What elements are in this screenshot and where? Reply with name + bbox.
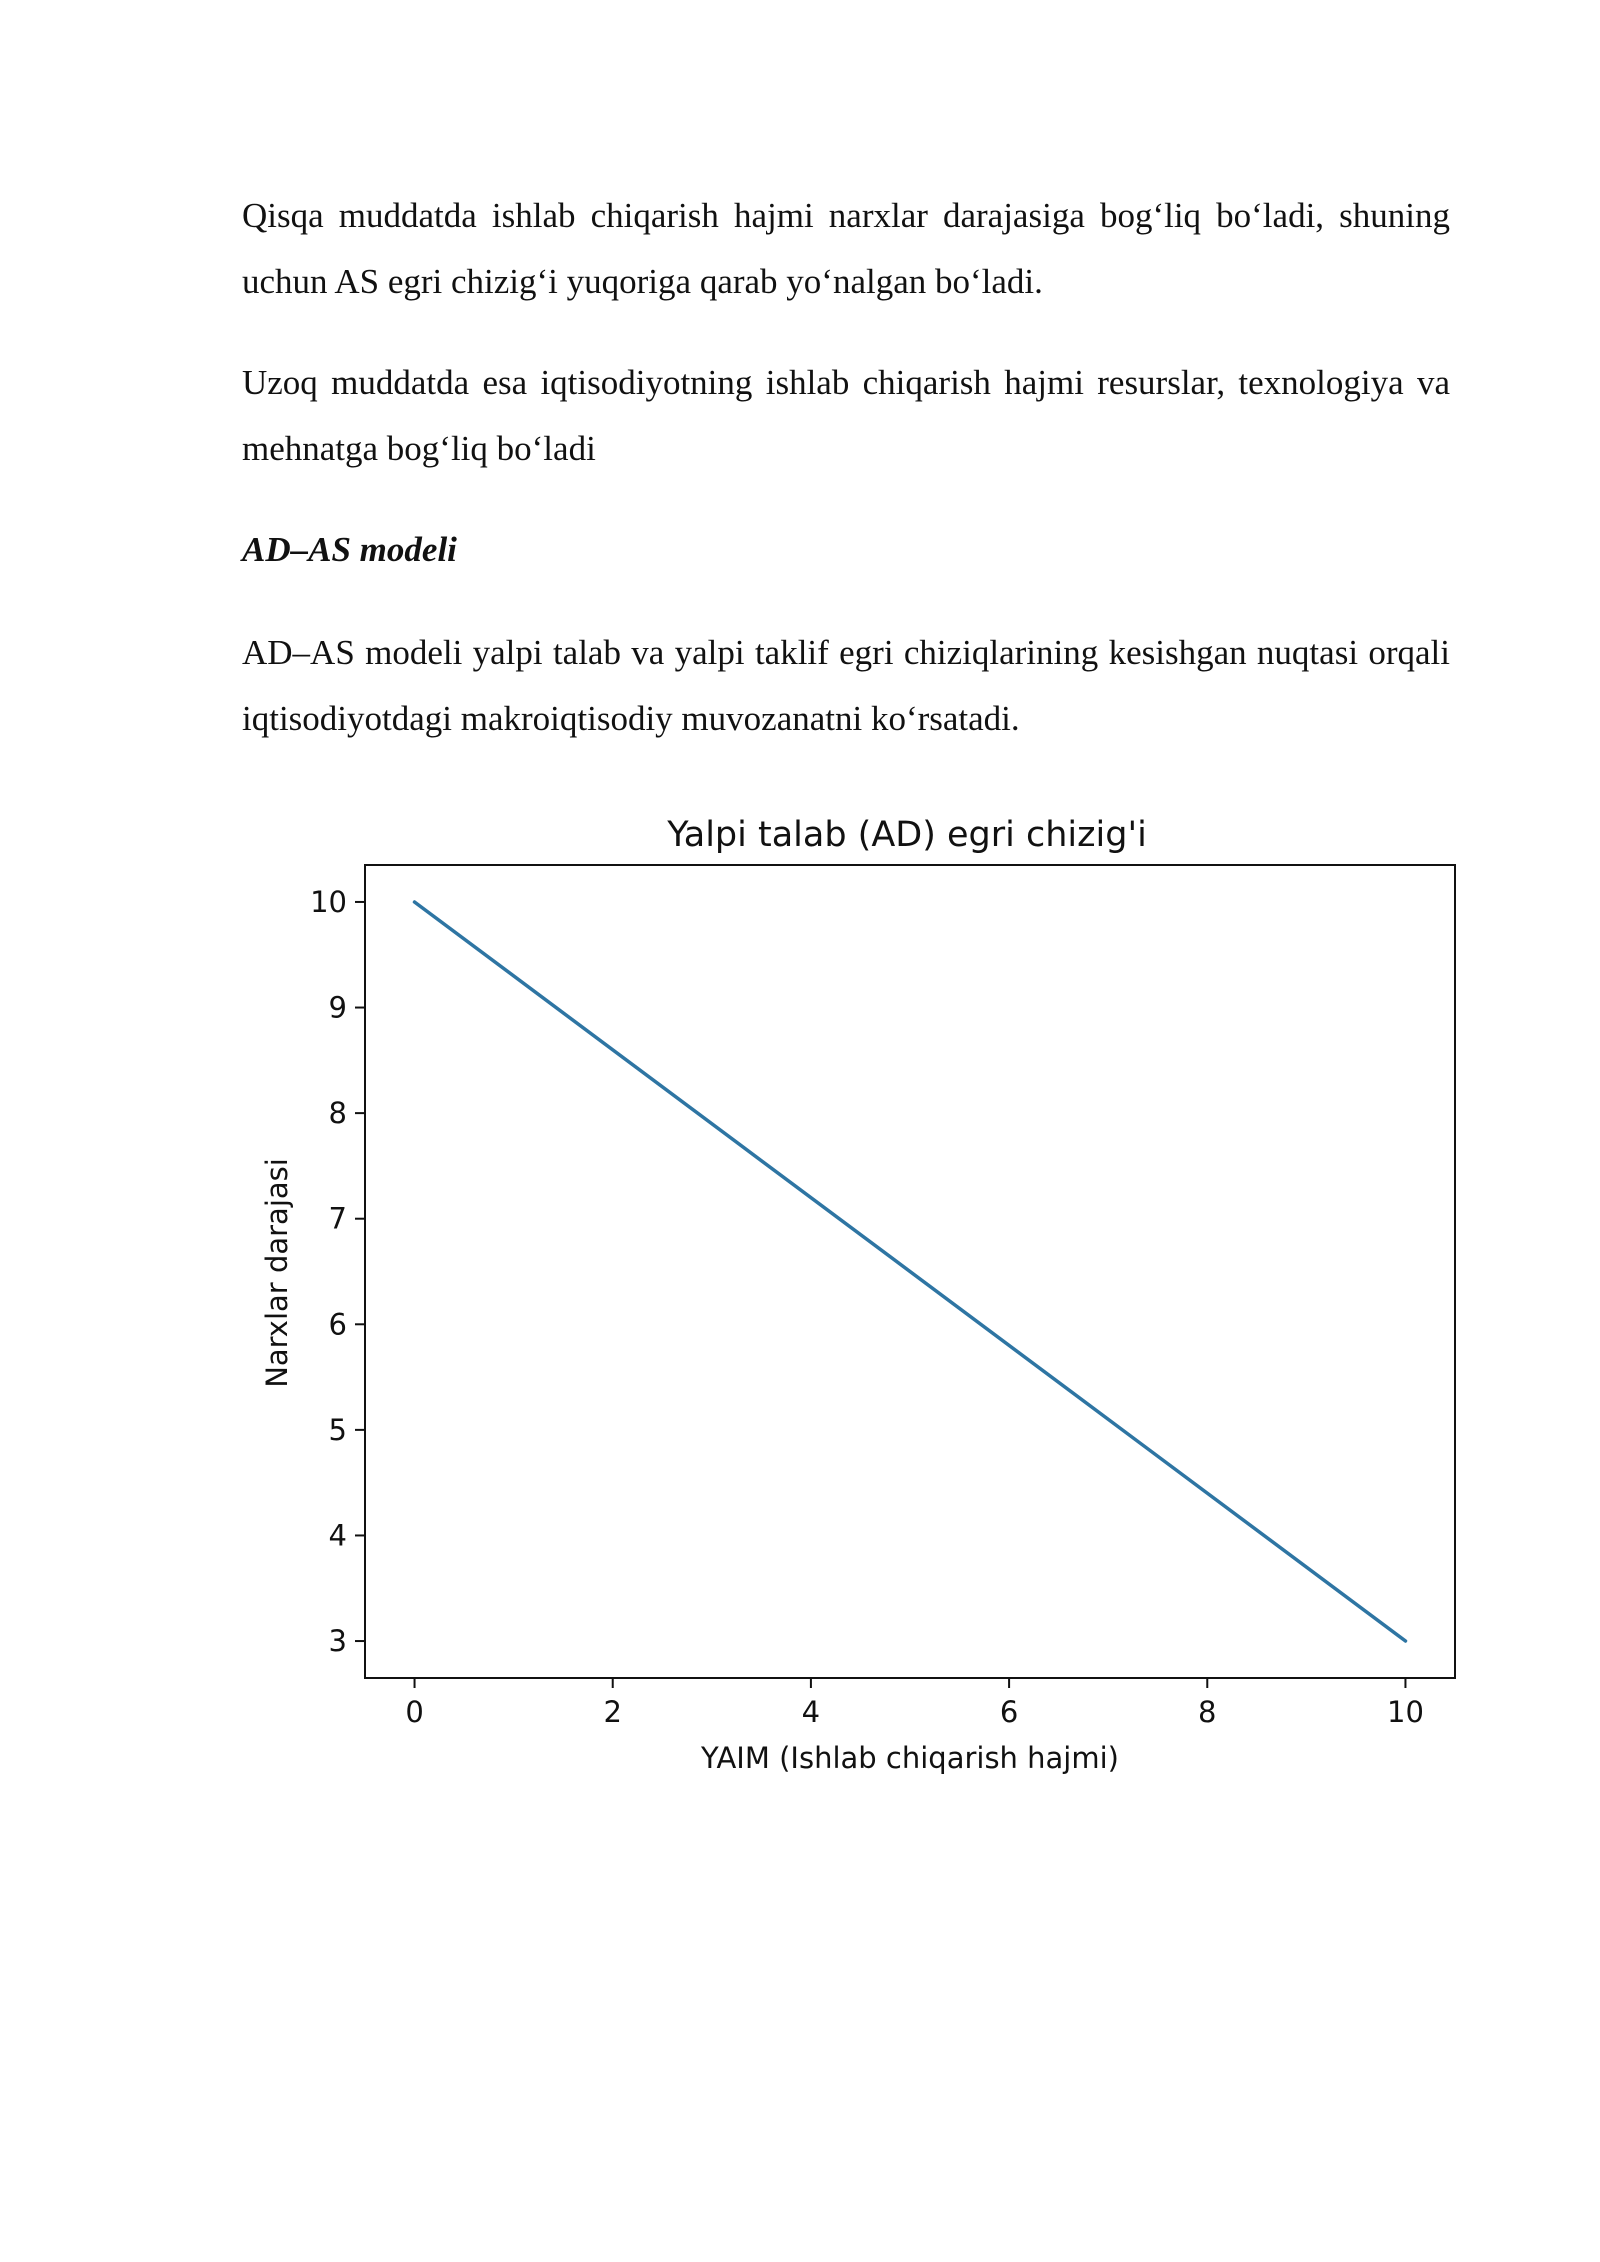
paragraph-long-run: Uzoq muddatda esa iqtisodiyotning ishlab chiqarish hajmi resurslar, texnologiya va mehnatga bog‘liq bo‘ladi [242,363,1450,468]
x-axis-label: YAIM (Ishlab chiqarish hajmi) [701,1741,1119,1775]
y-tick-label: 3 [328,1624,347,1659]
x-tick-label: 2 [603,1695,622,1729]
x-tick-label: 10 [1387,1695,1424,1729]
chart-title: Yalpi talab (AD) egri chizig'i [667,815,1147,855]
x-tick-label: 4 [801,1695,821,1729]
y-tick-label: 9 [328,990,347,1025]
y-tick-label: 7 [328,1201,347,1236]
y-tick-label: 4 [328,1518,347,1553]
chart-svg [240,800,1480,1790]
y-tick-label: 5 [328,1412,347,1447]
x-tick-label: 8 [1198,1695,1217,1729]
y-axis [310,885,365,1658]
ad-curve-chart [240,800,1480,1790]
plot-area [415,902,1406,1641]
y-axis-label: Narxlar darajasi [260,1158,294,1388]
paragraph-ad-as-model: AD–AS modeli yalpi talab va yalpi taklif egri chiziqlarining kesishgan nuqtasi orqali iqtisodiyotdagi makroiqtisodiy muvozanatni ko‘rsatadi. [242,633,1450,738]
y-tick-label: 8 [328,1096,347,1131]
section-heading: AD–AS modeli [242,530,457,569]
paragraph-short-run-as: Qisqa muddatda ishlab chiqarish hajmi narxlar darajasiga bog‘liq bo‘ladi, shuning uchun AS egri chizig‘i yuqoriga qarab yo‘nalgan bo‘ladi. [242,196,1450,301]
series-line-0 [415,902,1406,1641]
x-axis [405,1678,1424,1729]
y-tick-label: 6 [328,1307,347,1342]
x-tick-label: 0 [405,1695,424,1729]
y-tick-label: 10 [310,884,347,919]
x-tick-label: 6 [999,1695,1019,1729]
